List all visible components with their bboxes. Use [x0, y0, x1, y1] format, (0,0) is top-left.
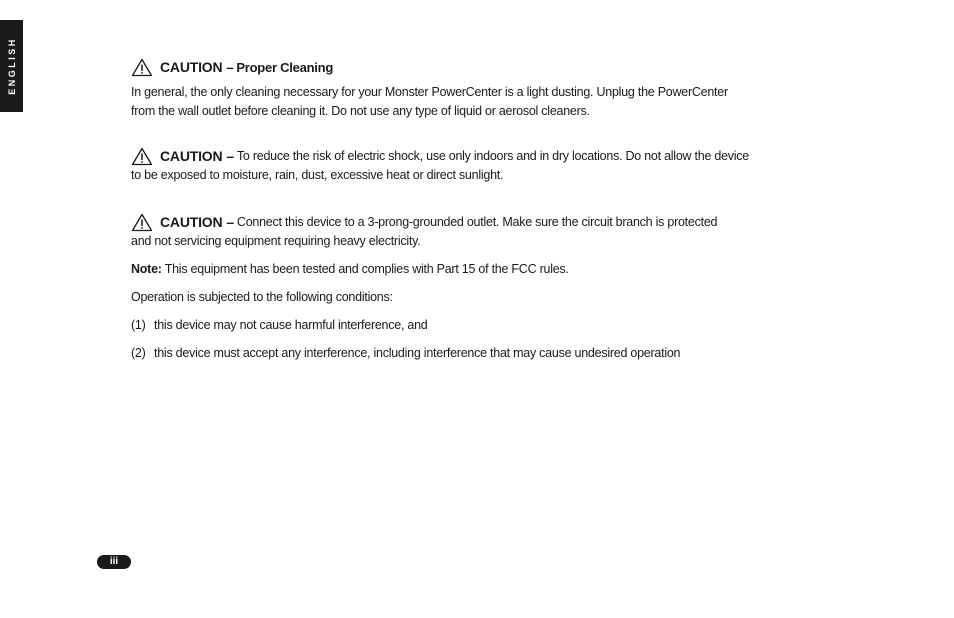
warning-triangle-icon [131, 213, 153, 232]
conditions-intro: Operation is subjected to the following conditions: [131, 290, 393, 304]
caution-heading [131, 213, 811, 232]
page-number: iii [97, 555, 131, 569]
caution-body-line: In general, the only cleaning necessary for your Monster PowerCenter is a light dusting. Unplug the PowerCenter [131, 85, 728, 99]
language-tab [0, 20, 23, 112]
caution-title: CAUTION [160, 214, 223, 230]
caution-title: CAUTION [160, 148, 223, 164]
warning-triangle-icon [131, 58, 153, 77]
caution-cleaning [131, 58, 811, 121]
condition-number: (1) [131, 318, 146, 332]
caution-body-line: to be exposed to moisture, rain, dust, excessive heat or direct sunlight. [131, 168, 504, 182]
caution-body-line: Connect this device to a 3-prong-grounded outlet. Make sure the circuit branch is protected [236, 215, 718, 229]
caution-heading [131, 58, 811, 77]
language-tab-label: ENGLISH [6, 37, 17, 95]
caution-dash: – [226, 60, 234, 75]
document-content [131, 58, 811, 363]
caution-dash: – [226, 214, 234, 230]
caution-heading [131, 147, 811, 166]
caution-body-line: and not servicing equipment requiring heavy electricity. [131, 234, 421, 248]
condition-item [131, 316, 811, 335]
condition-text: this device must accept any interference, including interference that may cause undesired operation [154, 346, 681, 360]
condition-text: this device may not cause harmful interference, and [154, 318, 428, 332]
caution-title: CAUTION [160, 59, 223, 75]
caution-body-line: To reduce the risk of electric shock, use only indoors and in dry locations. Do not allow the device [236, 149, 750, 163]
fcc-note [131, 260, 811, 279]
caution-electric-shock [131, 147, 811, 185]
caution-body-line: from the wall outlet before cleaning it. Do not use any type of liquid or aerosol cleaners. [131, 104, 590, 118]
caution-dash: – [226, 148, 234, 164]
note-label: Note: [131, 262, 162, 276]
caution-body [131, 83, 811, 121]
warning-triangle-icon [131, 147, 153, 166]
caution-grounded-outlet [131, 213, 811, 251]
caution-subtitle: Proper Cleaning [236, 60, 334, 75]
condition-number: (2) [131, 346, 146, 360]
note-text: This equipment has been tested and complies with Part 15 of the FCC rules. [161, 262, 569, 276]
condition-item [131, 344, 811, 363]
